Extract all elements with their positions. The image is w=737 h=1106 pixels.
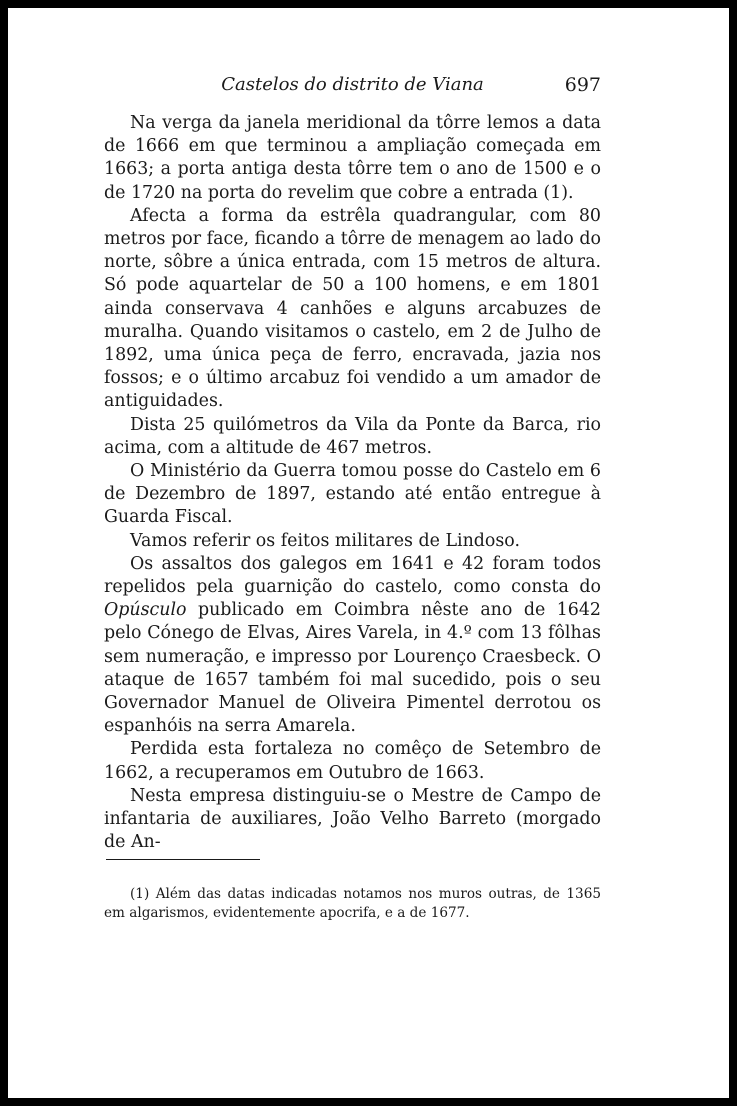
paragraph: O Ministério da Guerra tomou posse do Castelo em 6 de Dezembro de 1897, estando até então entregue à Guarda Fiscal. <box>104 461 601 528</box>
book-page <box>8 8 729 1098</box>
paragraph: Afecta a forma da estrêla quadrangular, com 80 metros por face, ficando a tôrre de menagem ao lado do norte, sôbre a única entrada, com 15 metros de altura. Só pode aquartelar de 50 a 100 homens, e em 1801 ainda conservava 4 canhões e alguns arcabuzes de muralha. Quando visitamos o castelo, em 2 de Julho de 1892, uma única peça de ferro, encravada, jazia nos fossos; e o último arcabuz foi vendido a um amador de antiguidades. <box>104 205 601 412</box>
footnote-divider <box>106 859 260 860</box>
page-number: 697 <box>564 74 601 96</box>
book-title-italic: Opúsculo <box>104 600 187 621</box>
footnote: (1) Além das datas indicadas notamos nos muros outras, de 1365 em algarismos, evidentemente apocrifa, e a de 1677. <box>104 886 601 921</box>
paragraph: Perdida esta fortaleza no comêço de Setembro de 1662, a recuperamos em Outubro de 1663. <box>104 739 601 783</box>
paragraph: Na verga da janela meridional da tôrre lemos a data de 1666 em que terminou a ampliação começada em 1663; a porta antiga desta tôrre tem o ano de 1500 e o de 1720 na porta do revelim que cobre a entrada (1). <box>104 113 601 203</box>
paragraph-text: Os assaltos dos galegos em 1641 e 42 foram todos repelidos pela guarnição do castelo, como consta do <box>104 553 601 598</box>
page-header <box>104 74 601 102</box>
running-title: Castelos do distrito de Viana <box>221 74 484 95</box>
paragraph-text: publicado em Coimbra nêste ano de 1642 pelo Cónego de Elvas, Aires Varela, in 4.º com 13 fôlhas sem numeração, e impresso por Lourenço Craesbeck. O ataque de 1657 também foi mal sucedido, pois o seu Governador Manuel de Oliveira Pimentel derrotou os espanhóis na serra Amarela. <box>104 600 601 737</box>
paragraph: Nesta empresa distinguiu-se o Mestre de Campo de infantaria de auxiliares, João Velho Barreto (morgado de An- <box>104 785 601 853</box>
paragraph: Dista 25 quilómetros da Vila da Ponte da Barca, rio acima, com a altitude de 467 metros. <box>104 414 601 458</box>
paragraph <box>104 553 601 739</box>
paragraph: Vamos referir os feitos militares de Lindoso. <box>130 530 520 551</box>
body-text <box>104 112 601 855</box>
